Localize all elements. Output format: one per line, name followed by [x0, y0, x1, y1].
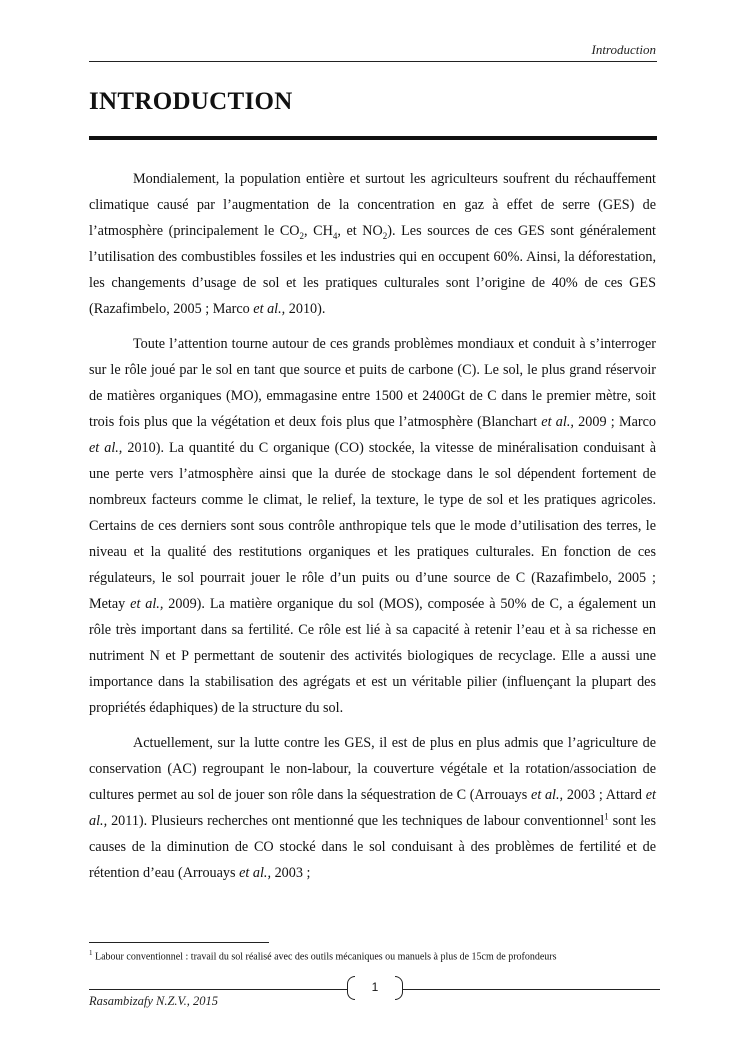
- citation-etal: et al.,: [130, 596, 164, 612]
- text-run: , CH: [304, 223, 333, 239]
- chapter-title: INTRODUCTION: [89, 88, 293, 115]
- text-run: 2011). Plusieurs recherches ont mentionné que les techniques de labour conventionnel: [107, 813, 605, 829]
- page-number: 1: [371, 980, 379, 994]
- text-run: 2009). La matière organique du sol (MOS), composée à 50% de C, a également un rôle très important dans sa fertilité. Ce rôle est lié à sa capacité à retenir l’eau et à sa richesse en nutriment N et P permettant de soutenir des activités biologiques de recyclage. Elle a aussi une importance dans la stabilisation des agrégats et est un véritable pilier (influençant la plupart des propriétés édaphiques) de la structure du sol.: [89, 596, 657, 716]
- text-run: , et NO: [337, 223, 383, 239]
- paragraph-1: [89, 166, 656, 322]
- text-run: sont les causes de la diminution de CO stocké dans le sol conduisant à des problèmes de fertilité et de rétention d’eau (Arrouays: [89, 813, 656, 881]
- text-run: 2009 ; Marco: [573, 414, 656, 430]
- citation-etal: et al.,: [89, 787, 656, 829]
- page-bracket-left: [347, 976, 355, 1000]
- footnote: [89, 949, 659, 962]
- footnote-text: Labour conventionnel : travail du sol réalisé avec des outils mécaniques ou manuels à plus de 15cm de profondeurs: [92, 951, 557, 963]
- footnote-rule: [89, 942, 269, 943]
- footer-rule-right: [403, 989, 660, 990]
- body-text: [89, 166, 656, 895]
- paragraph-2: [89, 331, 656, 721]
- footer-rule-left: [89, 989, 347, 990]
- citation-etal: et al.,: [89, 440, 123, 456]
- title-rule: [89, 136, 657, 140]
- running-header: Introduction: [591, 42, 656, 57]
- paragraph-3: [89, 730, 656, 886]
- text-run: Toute l’attention tourne autour de ces grands problèmes mondiaux et conduit à s’interroger sur le rôle joué par le sol en tant que source et puits de carbone (C). Le sol, le plus grand réservoir de matières organiques (MO), emmagasine entre 1500 et 2400Gt de C dans le premier mètre, soit trois fois plus que la végétation et deux fois plus que l’atmosphère (Blanchart: [89, 336, 656, 430]
- page-bracket-right: [395, 976, 403, 1000]
- text-run: ). Les sources de ces GES sont généralement l’utilisation des combustibles fossiles et les industries qui en occupent 60%. Ainsi, la déforestation, les changements d’usage de sol et les pratiques culturales sont l’origine de 40% de ces GES (Razafimbelo, 2005 ; Marco: [89, 223, 656, 317]
- citation-etal: et al.,: [253, 301, 286, 317]
- footnote-ref[interactable]: 1: [604, 811, 609, 822]
- subscript: 2: [382, 230, 388, 241]
- footnote-marker: 1: [89, 949, 93, 957]
- text-run: Mondialement, la population entière et surtout les agriculteurs soufrent du réchauffement climatique causé par l’augmentation de la concentration en gaz à effet de serre (GES) de l’atmosphère (principalement le CO: [89, 171, 656, 239]
- footer-author: Rasambizafy N.Z.V., 2015: [89, 994, 218, 1008]
- citation-etal: et al.,: [541, 414, 574, 430]
- citation-etal: et al.,: [531, 787, 564, 803]
- text-run: Actuellement, sur la lutte contre les GES, il est de plus en plus admis que l’agriculture de conservation (AC) regroupant le non-labour, la couverture végétale et la rotation/association de cultures permet au sol de jouer son rôle dans la séquestration de C (Arrouays: [89, 735, 656, 803]
- subscript: 2: [299, 230, 305, 241]
- header-rule: [89, 61, 657, 62]
- text-run: 2003 ; Attard: [563, 787, 646, 803]
- citation-etal: et al.,: [239, 865, 272, 881]
- text-run: 2010).: [285, 301, 326, 317]
- text-run: 2010). La quantité du C organique (CO) stockée, la vitesse de minéralisation conduisant à une perte vers l’atmosphère ainsi que la durée de stockage dans le sol dépendent fortement de nombreux facteurs comme le climat, le relief, la texture, le type de sol et les pratiques agricoles. Certains de ces derniers sont sous contrôle anthropique tels que le mode d’utilisation des terres, le niveau et la qualité des restitutions organiques et les pratiques culturales. En fonction de ces régulateurs, le sol pourrait jouer le rôle d’un puits ou d’une source de C (Razafimbelo, 2005 ; Metay: [89, 440, 656, 612]
- text-run: 2003 ;: [271, 865, 311, 881]
- subscript: 4: [332, 230, 338, 241]
